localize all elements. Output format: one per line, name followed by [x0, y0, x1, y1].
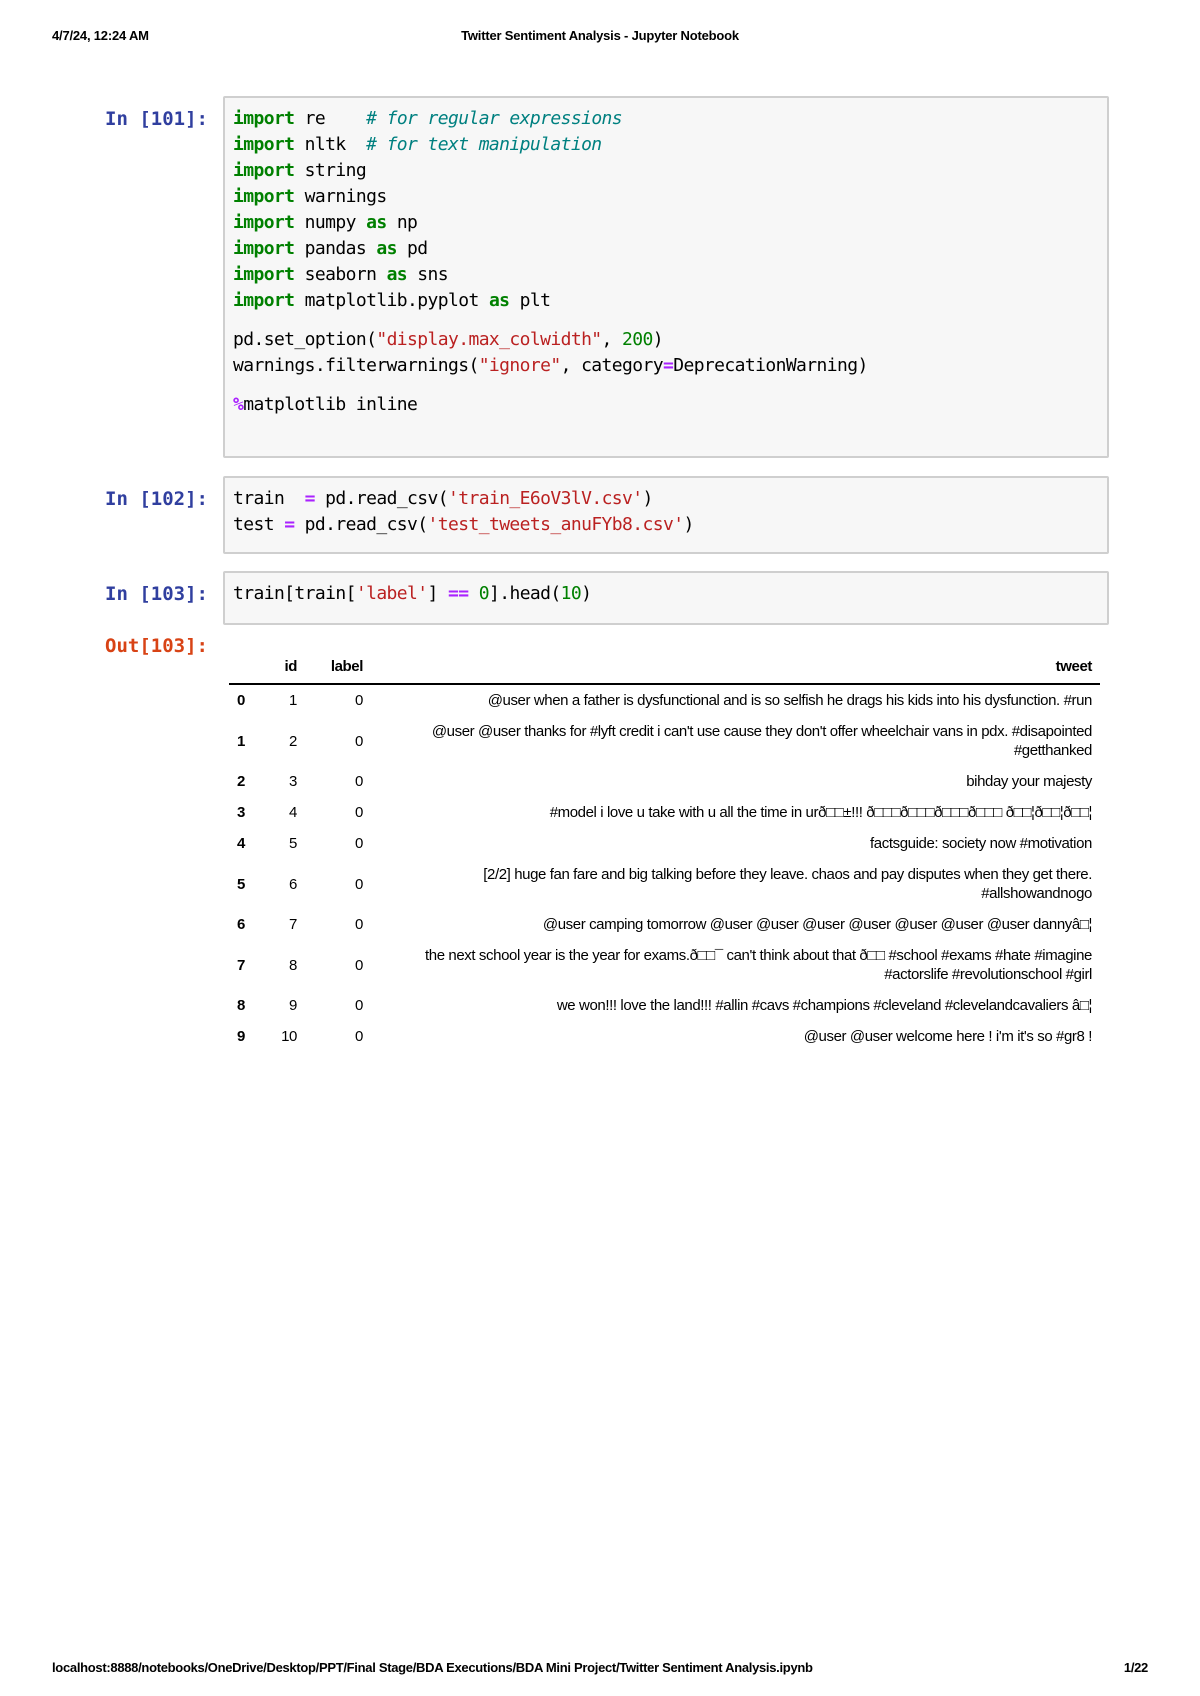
cell-tweet: @user @user thanks for #lyft credit i can't use cause they don't offer wheelchair vans in pdx. #disapointed #getthanked: [431, 723, 1092, 759]
table-row: [229, 797, 1100, 828]
print-url: localhost:8888/notebooks/OneDrive/Desktop/PPT/Final Stage/BDA Executions/BDA Mini Project/Twitter Sentiment Analysis.ipynb: [52, 1660, 813, 1675]
dataframe-output: [229, 654, 1100, 1052]
column-header-label: label: [305, 654, 371, 684]
table-row: [229, 684, 1100, 716]
code-line: %matplotlib inline: [233, 394, 418, 415]
table-row: [229, 1021, 1100, 1052]
cell-tweet: the next school year is the year for exams.ð□□¯ can't think about that ð□□ #school #exams #hate #imagine #actorslife #revolutionschool #girl: [424, 947, 1092, 983]
cell-label: 0: [355, 956, 363, 974]
cell-id: 10: [281, 1028, 297, 1045]
cell-id: 6: [289, 875, 297, 893]
cell-id: 5: [289, 835, 297, 852]
row-index: 9: [237, 1028, 245, 1045]
table-row: [229, 909, 1100, 940]
table-row: [229, 859, 1100, 909]
table-row: [229, 990, 1100, 1021]
cell-label: 0: [355, 804, 363, 821]
table-header-row: [229, 654, 1100, 684]
table-row: [229, 716, 1100, 766]
row-index: 2: [237, 773, 245, 790]
code-line: import re # for regular expressions: [233, 108, 623, 129]
cell-label: 0: [355, 773, 363, 790]
cell-tweet: #model i love u take with u all the time in urð□□±!!! ð□□□ð□□□ð□□□ð□□□ ð□□¦ð□□¦ð□□¦: [549, 804, 1092, 821]
table-row: [229, 940, 1100, 990]
row-index: 8: [237, 997, 245, 1014]
cell-label: 0: [355, 875, 363, 893]
cell-label: 0: [355, 692, 363, 709]
cell-id: 3: [289, 773, 297, 790]
code-input-area[interactable]: [223, 96, 1109, 458]
cell-label: 0: [355, 1028, 363, 1045]
row-index: 7: [237, 956, 245, 974]
code-line: import string: [233, 160, 367, 181]
code-line: import warnings: [233, 186, 387, 207]
code-line: import pandas as pd: [233, 238, 428, 259]
cell-id: 8: [289, 956, 297, 974]
cell-label: 0: [355, 916, 363, 933]
column-header-tweet: tweet: [371, 654, 1100, 684]
cell-id: 4: [289, 804, 297, 821]
cell-tweet: @user camping tomorrow @user @user @user @user @user @user @user dannyâ□¦: [542, 916, 1092, 933]
cell-tweet: we won!!! love the land!!! #allin #cavs #champions #cleveland #clevelandcavaliers â□¦: [556, 997, 1092, 1014]
code-input-area[interactable]: [223, 476, 1109, 554]
cell-id: 9: [289, 997, 297, 1014]
code-line: import seaborn as sns: [233, 264, 448, 285]
code-line: import numpy as np: [233, 212, 418, 233]
print-footer: [52, 1660, 1148, 1680]
cell-tweet: @user @user welcome here ! i'm it's so #gr8 !: [803, 1028, 1092, 1045]
row-index: 5: [237, 875, 245, 893]
cell-id: 7: [289, 916, 297, 933]
column-header-index: [229, 654, 259, 684]
code-line: import nltk # for text manipulation: [233, 134, 602, 155]
input-prompt: In [101]:: [105, 108, 208, 130]
row-index: 3: [237, 804, 245, 821]
row-index: 4: [237, 835, 245, 852]
cell-label: 0: [355, 997, 363, 1014]
row-index: 6: [237, 916, 245, 933]
code-line: train[train['label'] == 0].head(10): [233, 583, 592, 604]
row-index: 0: [237, 692, 245, 709]
column-header-id: id: [259, 654, 305, 684]
code-line: train = pd.read_csv('train_E6oV3lV.csv'): [233, 488, 653, 509]
cell-label: 0: [355, 835, 363, 852]
code-line: warnings.filterwarnings("ignore", category=DeprecationWarning): [233, 355, 868, 376]
input-prompt: In [102]:: [105, 488, 208, 510]
code-line: pd.set_option("display.max_colwidth", 200): [233, 329, 663, 350]
row-index: 1: [237, 732, 245, 750]
cell-tweet: @user when a father is dysfunctional and is so selfish he drags his kids into his dysfunction. #run: [487, 692, 1092, 709]
table-row: [229, 766, 1100, 797]
output-prompt: Out[103]:: [105, 635, 208, 657]
print-datetime: 4/7/24, 12:24 AM: [52, 28, 149, 43]
print-header: [52, 28, 1148, 48]
cell-id: 1: [289, 692, 297, 709]
code-line: test = pd.read_csv('test_tweets_anuFYb8.csv'): [233, 514, 694, 535]
code-line: import matplotlib.pyplot as plt: [233, 290, 551, 311]
cell-tweet: [2/2] huge fan fare and big talking before they leave. chaos and pay disputes when they get there. #allshowandnogo: [483, 866, 1092, 902]
cell-tweet: factsguide: society now #motivation: [870, 835, 1092, 852]
input-prompt: In [103]:: [105, 583, 208, 605]
print-title: Twitter Sentiment Analysis - Jupyter Notebook: [461, 28, 739, 43]
print-page-number: 1/22: [1123, 1660, 1148, 1675]
cell-id: 2: [289, 732, 297, 750]
cell-tweet: bihday your majesty: [966, 773, 1092, 790]
code-input-area[interactable]: [223, 571, 1109, 625]
table-row: [229, 828, 1100, 859]
cell-label: 0: [355, 732, 363, 750]
